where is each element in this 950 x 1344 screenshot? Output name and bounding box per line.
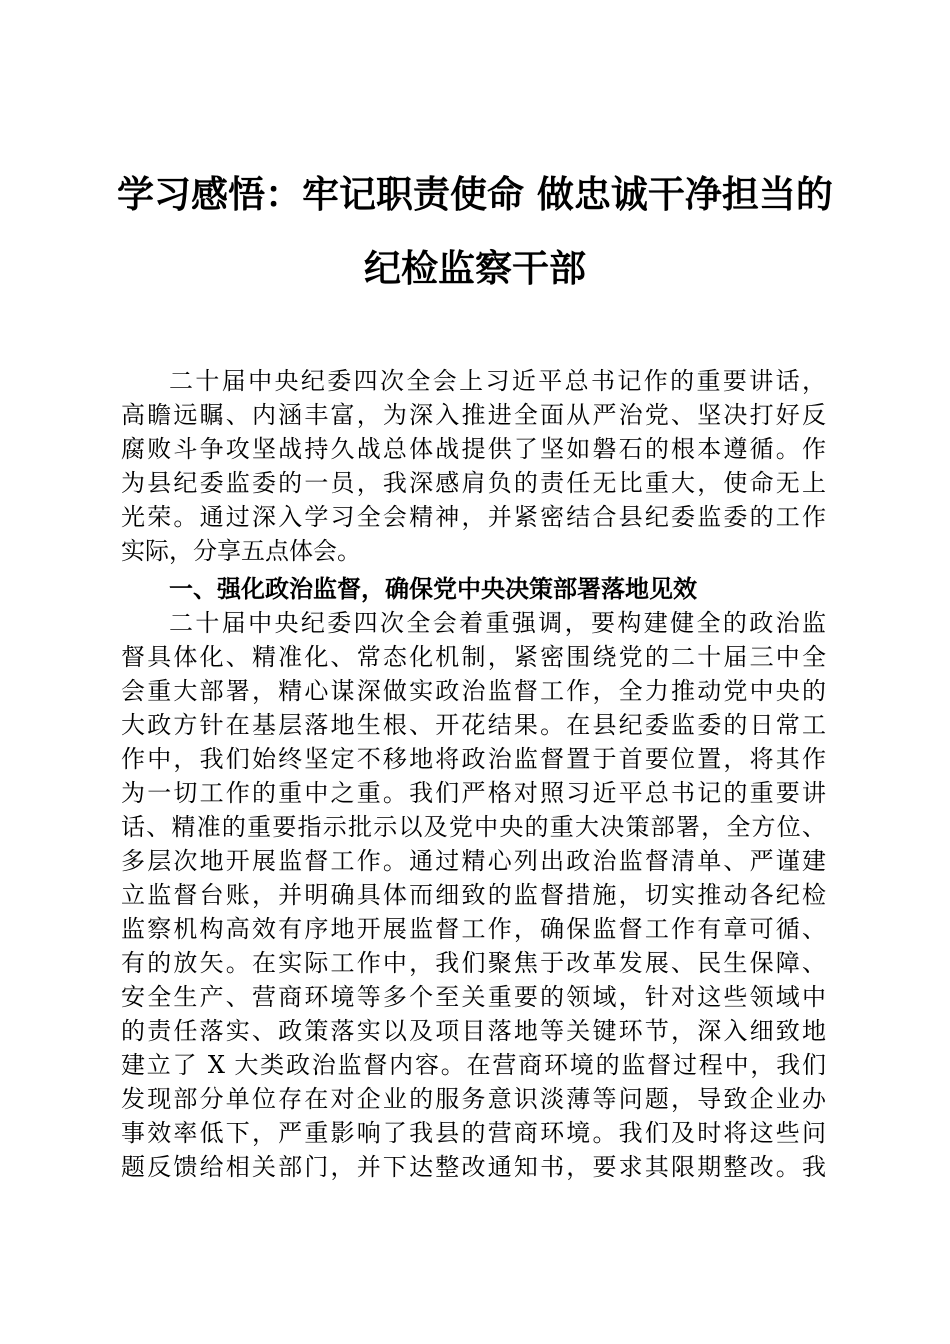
section-1-heading: 一、强化政治监督，确保党中央决策部署落地见效 — [169, 575, 697, 603]
paragraph-1-line: 实际，分享五点体会。 — [121, 537, 361, 565]
paragraph-2-line: 多层次地开展监督工作。通过精心列出政治监督清单、严谨建 — [121, 847, 826, 875]
document-title-line-1: 学习感悟：牢记职责使命 做忠诚干净担当的 — [117, 172, 833, 216]
paragraph-2-line: 督具体化、精准化、常态化机制，紧密围绕党的二十届三中全 — [121, 643, 826, 671]
paragraph-2-line: 会重大部署，精心谋深做实政治监督工作，全力推动党中央的 — [121, 677, 826, 705]
paragraph-2-line: 发现部分单位存在对企业的服务意识淡薄等问题，导致企业办 — [121, 1085, 826, 1113]
paragraph-2-line: 作中，我们始终坚定不移地将政治监督置于首要位置，将其作 — [121, 745, 826, 773]
paragraph-1-line: 二十届中央纪委四次全会上习近平总书记作的重要讲话， — [169, 367, 826, 395]
paragraph-2-line: 有的放矢。在实际工作中，我们聚焦于改革发展、民生保障、 — [121, 949, 826, 977]
paragraph-2-line: 为一切工作的重中之重。我们严格对照习近平总书记的重要讲 — [121, 779, 826, 807]
document-title-line-2: 纪检监察干部 — [364, 246, 586, 290]
paragraph-2-line: 二十届中央纪委四次全会着重强调，要构建健全的政治监 — [169, 609, 826, 637]
paragraph-1-line: 腐败斗争攻坚战持久战总体战提供了坚如磐石的根本遵循。作 — [121, 435, 826, 463]
paragraph-2-line: 安全生产、营商环境等多个至关重要的领域，针对这些领域中 — [121, 983, 826, 1011]
paragraph-2-line: 事效率低下，严重影响了我县的营商环境。我们及时将这些问 — [121, 1119, 826, 1147]
paragraph-2-line: 题反馈给相关部门，并下达整改通知书，要求其限期整改。我 — [121, 1153, 826, 1181]
paragraph-2-line: 建立了 X 大类政治监督内容。在营商环境的监督过程中，我们 — [121, 1051, 826, 1079]
paragraph-1-line: 光荣。通过深入学习全会精神，并紧密结合县纪委监委的工作 — [121, 503, 826, 531]
paragraph-1-line: 高瞻远瞩、内涵丰富，为深入推进全面从严治党、坚决打好反 — [121, 401, 826, 429]
paragraph-2-line: 监察机构高效有序地开展监督工作，确保监督工作有章可循、 — [121, 915, 826, 943]
paragraph-1-line: 为县纪委监委的一员，我深感肩负的责任无比重大，使命无上 — [121, 469, 826, 497]
paragraph-2-line: 大政方针在基层落地生根、开花结果。在县纪委监委的日常工 — [121, 711, 826, 739]
paragraph-2-line: 立监督台账，并明确具体而细致的监督措施，切实推动各纪检 — [121, 881, 826, 909]
paragraph-2-line: 的责任落实、政策落实以及项目落地等关键环节，深入细致地 — [121, 1017, 826, 1045]
paragraph-2-line: 话、精准的重要指示批示以及党中央的重大决策部署，全方位、 — [121, 813, 826, 841]
